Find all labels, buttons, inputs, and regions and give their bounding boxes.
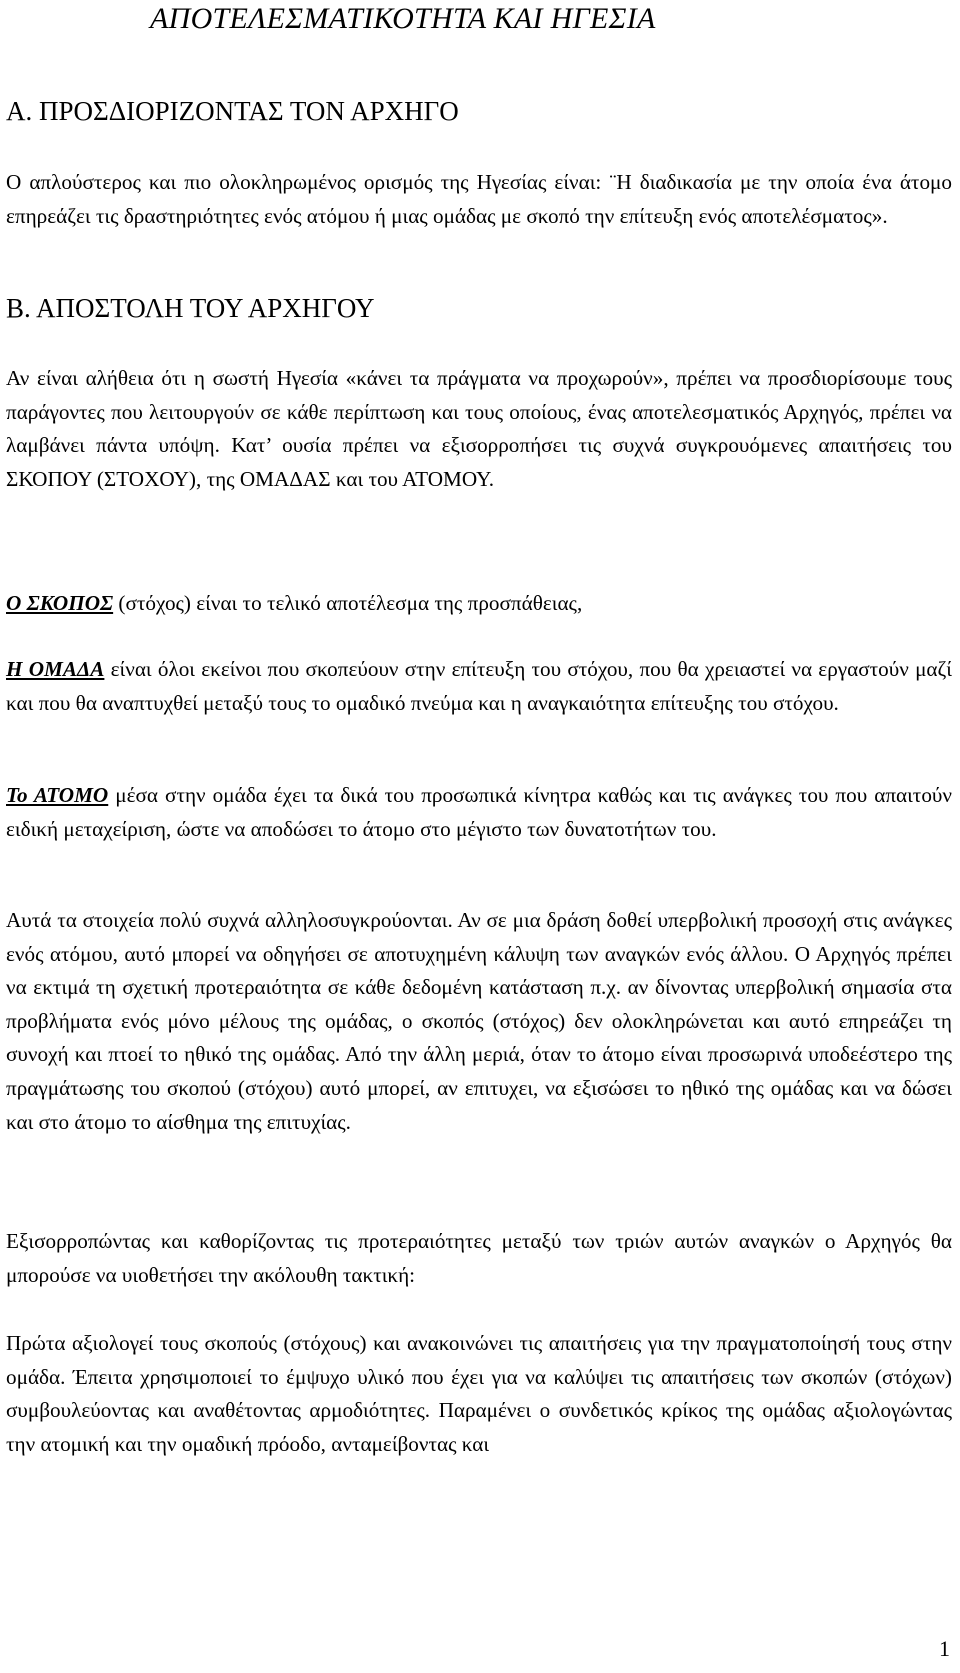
- document-title: ΑΠΟΤΕΛΕΣΜΑΤΙΚΟΤΗΤΑ ΚΑΙ ΗΓΕΣΙΑ: [150, 2, 656, 35]
- tactic-paragraph: Πρώτα αξιολογεί τους σκοπούς (στόχους) και ανακοινώνει τις απαιτήσεις για την πραγματοποίησή τους στην ομάδα. Έπειτα χρησιμοποιεί το έμψυχο υλικό που έχει για να καλύψει τις απαιτήσεις των σκοπών (στόχων) συμβουλεύοντας και αναθέτοντας αρμοδιότητες. Παραμένει ο συνδετικός κρίκος της ομάδας αξιολογώντας την ατομική και την ομαδική πρόοδο, ανταμείβοντας και: [6, 1331, 952, 1456]
- atomo-paragraph: [6, 779, 952, 846]
- page-number: 1: [939, 1636, 950, 1661]
- balance-paragraph: Εξισορροπώντας και καθορίζοντας τις προτεραιότητες μεταξύ των τριών αυτών αναγκών ο Αρχηγός θα μπορούσε να υιοθετήσει την ακόλουθη τακτική:: [6, 1229, 952, 1287]
- section-b-heading: Β. ΑΠΟΣΤΟΛΗ ΤΟΥ ΑΡΧΗΓΟΥ: [6, 293, 375, 323]
- omada-paragraph: [6, 653, 952, 720]
- section-a-paragraph: Ο απλούστερος και πιο ολοκληρωμένος ορισμός της Ηγεσίας είναι: ¨Η διαδικασία με την οποία ένα άτομο επηρεάζει τις δραστηριότητες ενός ατόμου ή μιας ομάδας με σκοπό την επίτευξη ενός αποτελέσματος».: [6, 170, 952, 228]
- skopos-text: (στόχος) είναι το τελικό αποτέλεσμα της προσπάθειας,: [113, 591, 583, 615]
- section-a-heading: Α. ΠΡΟΣΔΙΟΡΙΖΟΝΤΑΣ ΤΟΝ ΑΡΧΗΓΟ: [6, 96, 459, 126]
- skopos-paragraph: [6, 587, 952, 621]
- conflict-paragraph: Αυτά τα στοιχεία πολύ συχνά αλληλοσυγκρούονται. Αν σε μια δράση δοθεί υπερβολική προσοχή στις ανάγκες ενός ατόμου, αυτό μπορεί να οδηγήσει σε αποτυχημένη κάλυψη των αναγκών ενός άλλου. Ο Αρχηγός πρέπει να εκτιμά τη σχετική προτεραιότητα σε κάθε δεδομένη κατάσταση π.χ. αν δίνοντας υπερβολική σημασία στα προβλήματα ενός μόνο μέλους της ομάδας, ο σκοπός (στόχος) δεν ολοκληρώνεται και αυτό επηρεάζει τη συνοχή και πτοεί το ηθικό της ομάδας. Από την άλλη μεριά, όταν το άτομο είναι προσωρινά υποδεέστερο της πραγμάτωσης του σκοπού (στόχου) αυτό μπορεί, αν επιτυχει, να εξισώσει το ηθικό της ομάδας και να δώσει και στο άτομο το αίσθημα της επιτυχίας.: [6, 908, 952, 1134]
- atomo-text: μέσα στην ομάδα έχει τα δικά του προσωπικά κίνητρα καθώς και τις ανάγκες του που απαιτούν ειδική μεταχείριση, ώστε να αποδώσει το άτομο στο μέγιστο των δυνατοτήτων του.: [6, 783, 952, 841]
- section-b-intro-paragraph: Αν είναι αλήθεια ότι η σωστή Ηγεσία «κάνει τα πράγματα να προχωρούν», πρέπει να προσδιορίσουμε τους παράγοντες που λειτουργούν σε κάθε περίπτωση και τους οποίους, ένας αποτελεσματικός Αρχηγός, πρέπει να λαμβάνει πάντα υπόψη. Κατ’ ουσία πρέπει να εξισορροπήσει τις συχνά συγκρουόμενες απαιτήσεις του ΣΚΟΠΟΥ (ΣΤΟΧΟΥ), της ΟΜΑΔΑΣ και του ΑΤΟΜΟΥ.: [6, 366, 952, 491]
- omada-text: είναι όλοι εκείνοι που σκοπεύουν στην επίτευξη του στόχου, που θα χρειαστεί να εργαστούν μαζί και που θα αναπτυχθεί μεταξύ τους το ομαδικό πνεύμα και η αναγκαιότητα επίτευξης του στόχου.: [6, 657, 952, 715]
- atomo-term: Το ΑΤΟΜΟ: [6, 783, 109, 807]
- skopos-term: Ο ΣΚΟΠΟΣ: [6, 591, 114, 615]
- omada-term: Η ΟΜΑΔΑ: [6, 657, 105, 681]
